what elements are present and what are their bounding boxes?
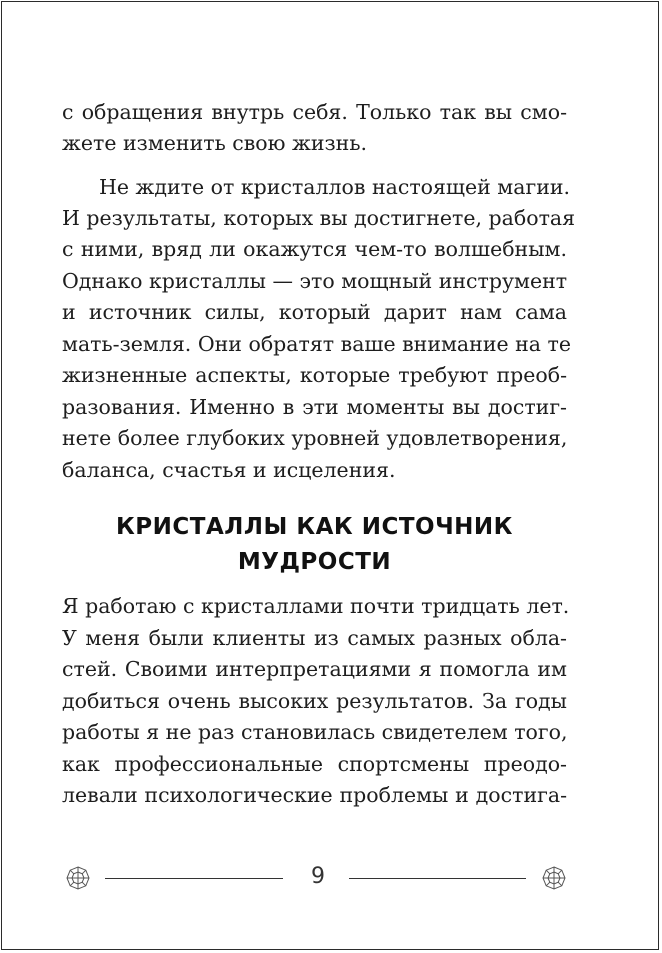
crystal-gem-icon [540,864,568,892]
text-line: с обращения внутрь себя. Только так вы смо- [62,100,567,124]
text-line: баланса, счастья и исцеления. [62,458,396,482]
text-line: добиться очень высоких результатов. За годы [62,689,567,713]
text-line: Не ждите от кристаллов настоящей магии. [99,175,571,199]
page-number: 9 [311,864,325,889]
text-line: левали психологические проблемы и достига- [62,783,567,807]
text-line: стей. Своими интерпретациями я помогла им [62,657,567,681]
text-line: нете более глубоких уровней удовлетворения, [62,426,568,450]
text-line: И результаты, которых вы достигнете, работая [62,206,576,230]
text-line: жете изменить свою жизнь. [62,131,368,155]
text-line: разования. Именно в эти моменты вы достиг- [62,395,567,419]
text-line: и источник силы, который дарит нам сама [62,300,567,324]
text-line: жизненные аспекты, которые требуют преоб- [62,363,567,387]
section-heading-line-1: КРИСТАЛЛЫ КАК ИСТОЧНИК [116,514,513,540]
book-page [1,1,659,950]
text-line: Я работаю с кристаллами почти тридцать лет. [62,594,570,618]
text-line: с ними, вряд ли окажутся чем-то волшебным. [62,237,567,261]
text-line: У меня были клиенты из самых разных обла- [62,626,567,650]
text-line: как профессиональные спортсмены преодо- [62,752,567,776]
text-line: мать-земля. Они обратят ваше внимание на те [62,332,572,356]
text-line: работы я не раз становилась свидетелем того, [62,720,568,744]
footer-divider-right [349,878,526,879]
footer-divider-left [105,878,283,879]
text-line: Однако кристаллы — это мощный инструмент [62,269,568,293]
section-heading-line-2: МУДРОСТИ [237,549,392,575]
crystal-gem-icon [64,864,92,892]
